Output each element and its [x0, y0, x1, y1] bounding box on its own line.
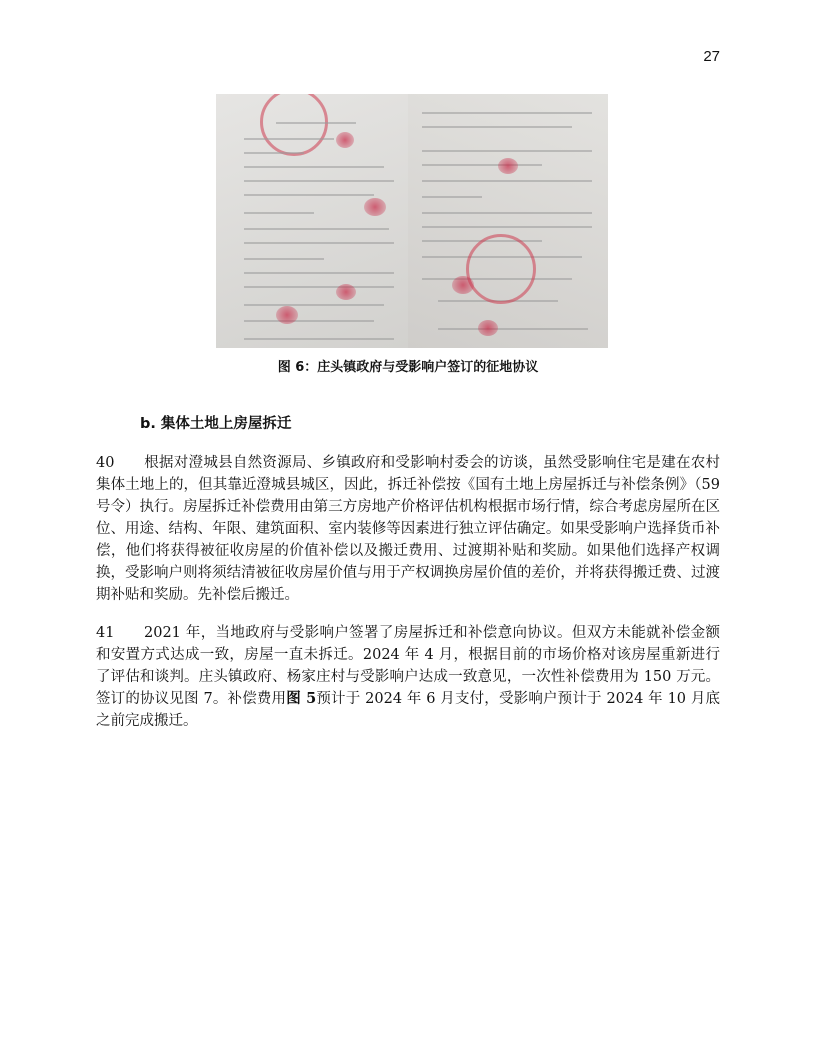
page-number: 27	[703, 48, 720, 65]
figure-reference: 图 5	[286, 690, 317, 707]
paragraph-number: 40	[96, 455, 115, 471]
paragraph-text: 2021 年，当地政府与受影响户签署了房屋拆迁和补偿意向协议。但双方未能就补偿金额和安置方式达成一致，房屋一直未拆迁。2024 年 4 月，根据目前的市场价格对该房屋重新进行了评估和谈判。庄头镇政府、杨家庄村与受影响户达成一致意见，一次性补偿费用为 150 万元。签订的协议见图 7。补偿费用	[96, 625, 720, 707]
figure-caption: 图 6：庄头镇政府与受影响户签订的征地协议	[277, 360, 539, 375]
paragraph-number: 41	[96, 625, 115, 641]
agreement-photo-left	[216, 94, 408, 348]
fingerprint-mark	[336, 284, 356, 300]
red-seal-stamp	[466, 234, 536, 304]
paragraph-40	[96, 452, 720, 606]
red-seal-stamp	[260, 94, 328, 156]
fingerprint-mark	[452, 276, 474, 294]
paragraph-41	[96, 622, 720, 732]
fingerprint-mark	[276, 306, 298, 324]
section-heading: b. 集体土地上房屋拆迁	[140, 416, 292, 432]
figure-photos	[216, 94, 608, 348]
paragraph-text-end: 预计于 2024 年 6 月支付，受影响户预计于 2024 年 10 月底之前完成搬迁。	[96, 691, 720, 729]
paragraph-text: 根据对澄城县自然资源局、乡镇政府和受影响村委会的访谈，虽然受影响住宅是建在农村集体土地上的，但其靠近澄城县城区，因此，拆迁补偿按《国有土地上房屋拆迁与补偿条例》（59号令）执行。房屋拆迁补偿费用由第三方房地产价格评估机构根据市场行情，综合考虑房屋所在区位、用途、结构、年限、建筑面积、室内装修等因素进行独立评估确定。如果受影响户选择货币补偿，他们将获得被征收房屋的价值补偿以及搬迁费用、过渡期补贴和奖励。如果他们选择产权调换，受影响户则将须结清被征收房屋价值与用于产权调换房屋价值的差价，并将获得搬迁费、过渡期补贴和奖励。先补偿后搬迁。	[96, 455, 720, 603]
fingerprint-mark	[364, 198, 386, 216]
fingerprint-mark	[498, 158, 518, 174]
agreement-photo-right	[408, 94, 608, 348]
fingerprint-mark	[478, 320, 498, 336]
fingerprint-mark	[336, 132, 354, 148]
